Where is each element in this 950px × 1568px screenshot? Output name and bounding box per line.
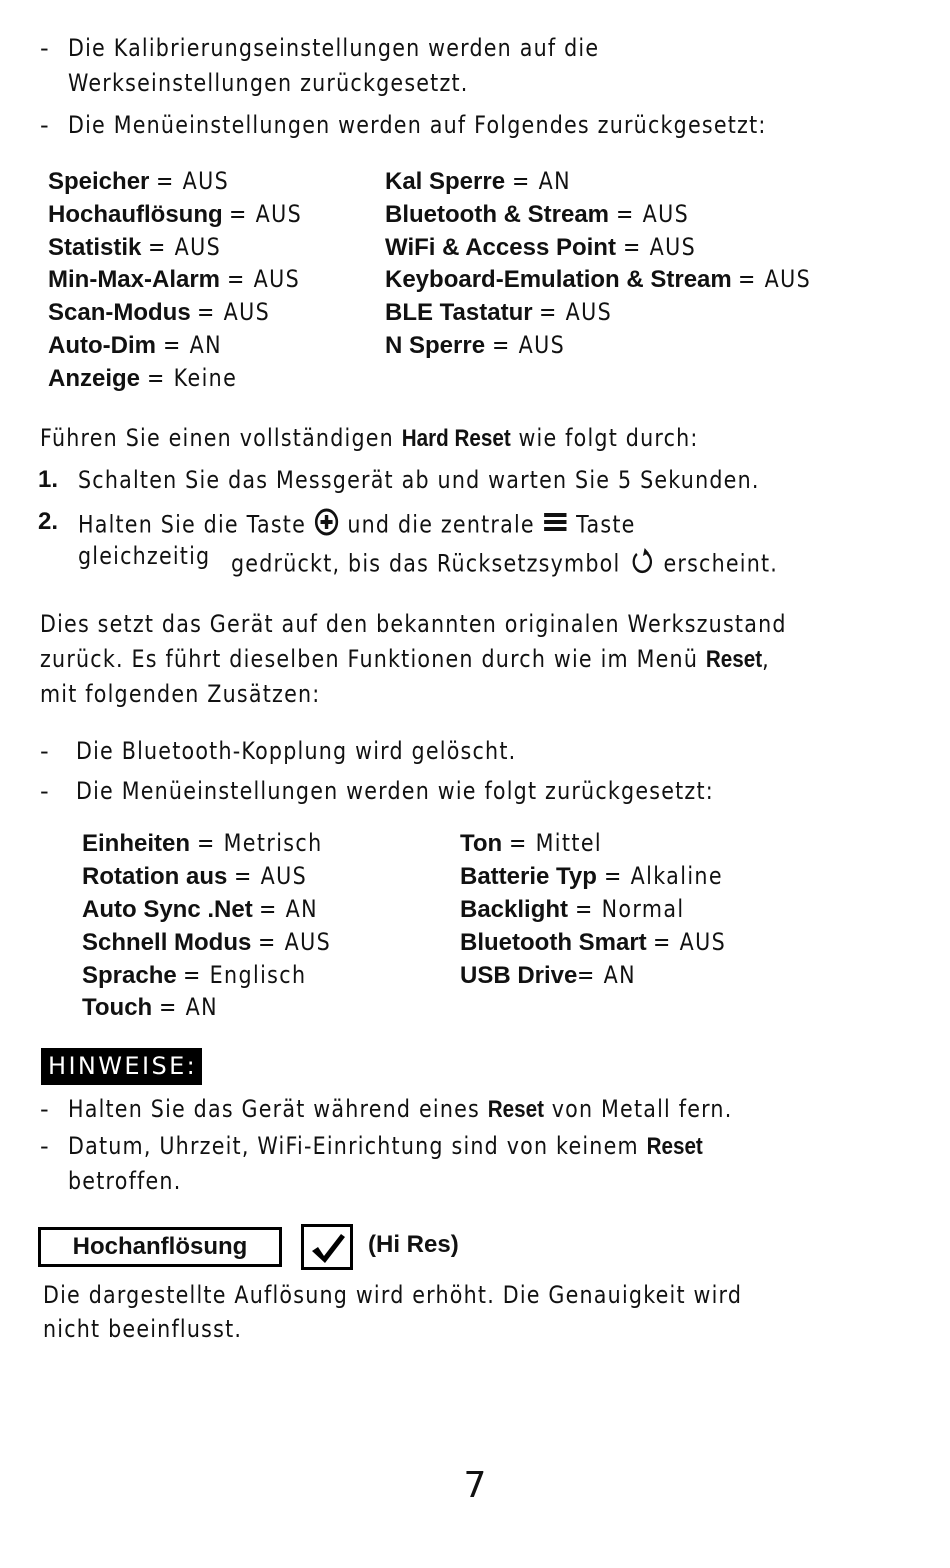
reset-effect-1-line2: Werkseinstellungen zurückgesetzt.: [68, 69, 469, 97]
bullet-dash: -: [40, 777, 49, 805]
factory-line-2-text: zurück. Es führt dieselben Funktionen durch wie im Menü: [40, 645, 699, 673]
setting-row: [82, 894, 328, 925]
setting-key: Bluetooth & Stream: [385, 201, 610, 228]
setting-key: Statistik: [48, 234, 142, 261]
factory-line-2: [40, 644, 770, 675]
setting-key: Kal Sperre: [385, 168, 506, 195]
setting-row: [385, 166, 580, 197]
hard-reset-step-2-line2: [231, 545, 778, 584]
setting-value: = Alkaline: [603, 862, 723, 890]
setting-value: = AN: [158, 993, 218, 1021]
setting-key: Bluetooth Smart: [460, 929, 647, 956]
step2-text-a: Halten Sie die Taste: [78, 510, 306, 539]
note-1-text: Halten Sie das Gerät während eines: [68, 1095, 480, 1123]
setting-key: Ton: [460, 830, 503, 857]
factory-line-3: mit folgenden Zusätzen:: [40, 680, 321, 708]
setting-row: [48, 199, 314, 230]
note-2-line2: betroffen.: [68, 1167, 182, 1195]
setting-key: Rotation aus: [82, 863, 228, 890]
setting-key: USB Drive: [460, 962, 578, 989]
reset-effect-1-line1: Die Kalibrierungseinstellungen werden auf die: [68, 34, 600, 62]
setting-key: WiFi & Access Point: [385, 234, 616, 261]
setting-value: = AUS: [491, 331, 565, 359]
hard-reset-label: Hard Reset: [401, 425, 511, 452]
bullet-dash: -: [40, 111, 49, 139]
hires-description-1: Die dargestellte Auflösung wird erhöht. Die Genauigkeit wird: [43, 1281, 743, 1309]
note-1-reset: Reset: [487, 1096, 544, 1123]
setting-value: = AUS: [156, 167, 230, 195]
setting-row: [460, 894, 702, 925]
setting-value: = AUS: [148, 233, 222, 261]
bullet-dash: -: [40, 1095, 49, 1123]
setting-row: [48, 363, 252, 394]
setting-value: = AN: [511, 167, 571, 195]
setting-row: [48, 297, 282, 328]
note-2-text: Datum, Uhrzeit, WiFi-Einrichtung sind von keinem: [68, 1132, 639, 1160]
setting-key: Batterie Typ: [460, 863, 597, 890]
setting-value: = Metrisch: [196, 829, 323, 857]
setting-key: Min-Max-Alarm: [48, 266, 221, 293]
setting-key: Speicher: [48, 168, 150, 195]
setting-row: [385, 264, 823, 295]
setting-key: Anzeige: [48, 365, 141, 392]
setting-row: [48, 264, 312, 295]
reset-arrow-icon: [628, 545, 656, 584]
setting-row: [460, 861, 742, 892]
setting-value: = AUS: [226, 265, 300, 293]
setting-value: = AN: [577, 961, 637, 989]
checkmark-icon: [308, 1231, 348, 1265]
setting-row: [82, 927, 343, 958]
setting-value: = Normal: [574, 895, 685, 923]
setting-key: BLE Tastatur: [385, 299, 533, 326]
setting-key: Einheiten: [82, 830, 191, 857]
setting-key: Backlight: [460, 896, 569, 923]
setting-row: [385, 297, 624, 328]
step2-text-b: und die zentrale: [347, 510, 535, 539]
setting-row: [385, 232, 708, 263]
setting-value: = AUS: [197, 298, 271, 326]
hard-reset-step-2-line1: [78, 507, 636, 544]
setting-value: = AUS: [653, 928, 727, 956]
setting-key: Scan-Modus: [48, 299, 191, 326]
reset-effect-2: Die Menüeinstellungen werden auf Folgendes zurückgesetzt:: [68, 111, 767, 139]
setting-row: [460, 828, 617, 859]
setting-row: [48, 232, 233, 263]
plus-circle-icon: [314, 507, 340, 544]
setting-value: = AUS: [738, 265, 812, 293]
setting-row: [48, 330, 231, 361]
setting-row: [385, 330, 577, 361]
step2-text-f: erscheint.: [663, 549, 779, 578]
step-number: 1.: [38, 466, 59, 493]
note-1-text-end: von Metall fern.: [551, 1095, 733, 1123]
factory-line-2-comma: ,: [762, 645, 770, 673]
hires-description-2: nicht beeinflusst.: [43, 1315, 243, 1343]
setting-value: = Mittel: [508, 829, 602, 857]
setting-key: Touch: [82, 994, 153, 1021]
step2-text-e: gedrückt, bis das Rücksetzsymbol: [231, 549, 621, 578]
setting-key: Auto Sync .Net: [82, 896, 253, 923]
setting-value: = AUS: [229, 200, 303, 228]
note-1: [68, 1094, 732, 1125]
setting-value: = AUS: [539, 298, 613, 326]
hard-reset-intro-pre: Führen Sie einen vollständigen: [40, 424, 394, 452]
factory-line-1: Dies setzt das Gerät auf den bekannten originalen Werkszustand: [40, 610, 787, 638]
setting-row: [82, 861, 319, 892]
setting-value: = AUS: [622, 233, 696, 261]
setting-key: Auto-Dim: [48, 332, 156, 359]
setting-key: Schnell Modus: [82, 929, 252, 956]
setting-value: = AN: [162, 331, 222, 359]
setting-key: Keyboard-Emulation & Stream: [385, 266, 732, 293]
setting-value: = Englisch: [183, 961, 307, 989]
setting-key: N Sperre: [385, 332, 486, 359]
addition-1: Die Bluetooth-Kopplung wird gelöscht.: [76, 737, 517, 765]
setting-row: [48, 166, 241, 197]
hires-menu-label: Hochanflösung: [38, 1227, 282, 1267]
step-number: 2.: [38, 508, 59, 535]
step2-text-d: gleichzeitig: [78, 542, 211, 570]
hires-suffix: (Hi Res): [368, 1231, 459, 1258]
setting-row: [82, 992, 227, 1023]
addition-2: Die Menüeinstellungen werden wie folgt zurückgesetzt:: [76, 777, 714, 805]
setting-key: Sprache: [82, 962, 177, 989]
reset-menu-label: Reset: [705, 646, 763, 673]
bullet-dash: -: [40, 1132, 49, 1160]
note-2-reset: Reset: [646, 1133, 703, 1160]
menu-lines-icon: [543, 510, 569, 541]
setting-row: [82, 960, 327, 991]
setting-key: Hochauflösung: [48, 201, 223, 228]
setting-value: = AUS: [615, 200, 689, 228]
setting-value: = Keine: [146, 364, 237, 392]
hard-reset-intro-post: wie folgt durch:: [518, 424, 699, 452]
hard-reset-intro: [40, 423, 699, 454]
setting-row: [460, 960, 646, 991]
hard-reset-step-1: Schalten Sie das Messgerät ab und warten Sie 5 Sekunden.: [78, 466, 760, 494]
setting-value: = AUS: [234, 862, 308, 890]
setting-value: = AUS: [258, 928, 332, 956]
note-2: [68, 1131, 703, 1162]
setting-row: [82, 828, 343, 859]
step2-text-c: Taste: [576, 510, 636, 539]
setting-row: [460, 927, 738, 958]
hires-checkbox: [301, 1224, 353, 1270]
page-number: 7: [463, 1465, 487, 1506]
setting-row: [385, 199, 701, 230]
notes-heading: HINWEISE:: [41, 1048, 202, 1085]
bullet-dash: -: [40, 34, 49, 62]
setting-value: = AN: [259, 895, 319, 923]
bullet-dash: -: [40, 737, 49, 765]
